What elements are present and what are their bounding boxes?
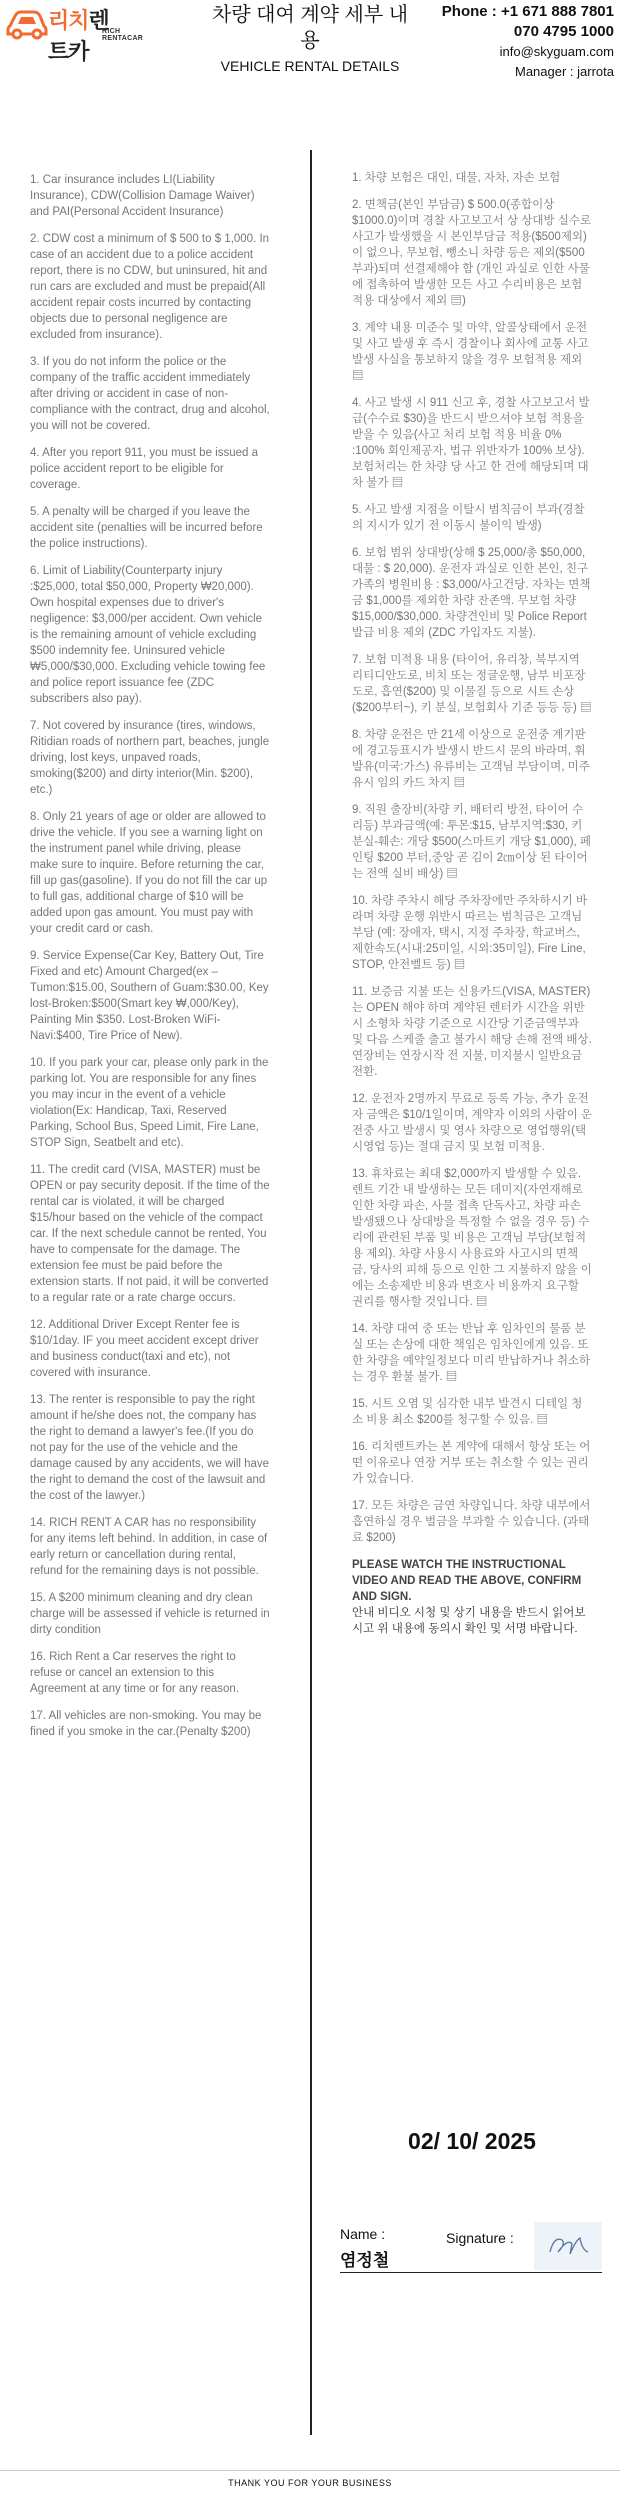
- closing-korean: 안내 비디오 시청 및 상기 내용을 반드시 읽어보시고 위 내용에 동의시 확인 및 서명 바랍니다.: [352, 1607, 586, 1635]
- closing-instructions: [352, 1557, 592, 1637]
- term-ko-12: 12. 운전자 2명까지 무료로 등록 가능, 추가 운전자 금액은 $10/1일이며, 계약자 이외의 사람이 운전중 사고 발생시 및 영사 차량으로 영업행위(택시영업 등)는 절대 금지 및 보험 미적용.: [352, 1093, 592, 1153]
- term-ko-2: 2. 면책금(본인 부담금) $ 500.0(종합이상 $1000.0)이며 경찰 사고보고서 상 상대방 실수로 사고가 발생했을 시 본인부담금 적용($500제외)이 없으나, 무보험, 뺑소니 차량 등은 제외($500 부과)되며 선결제해야 함 (개인 과실로 인한 사물에 접촉하여 발생한 모든 사고 수리비용은 보험적용 대상에서 제외 ▤): [352, 199, 592, 307]
- document-header: [0, 0, 620, 110]
- logo-subtitle: RICH RENTACAR: [102, 28, 144, 42]
- logo-text: 리치렌트카: [48, 8, 109, 64]
- term-ko-7: 7. 보험 미적용 내용 (타이어, 유리창, 북부지역 리티디안도로, 비치 또는 정글운행, 남부 비포장도로, 흡연($200) 및 이물질 등으로 시트 손상 ($200부터~), 키 분실, 보험회사 기준 등등 등) ▤: [352, 654, 592, 714]
- term-en-3: 3. If you do not inform the police or the company of the traffic accident immediately after driving or accident in case of non-compliance with the contract, drug and alcohol, you will not be covered.: [30, 356, 270, 432]
- email-address: info@skyguam.com: [499, 44, 614, 59]
- term-ko-10: 10. 차량 주차시 해당 주차장에만 주차하시기 바라며 차량 운행 위반시 따르는 범칙금은 고객님 부담 (예: 장애자, 택시, 지정 주차장, 학교버스, 제한속도(시내:25미일, 시외:35미일), Fire Line, STOP, 안전벨트 등) ▤: [352, 895, 588, 971]
- term-en-16: 16. Rich Rent a Car reserves the right to refuse or cancel an extension to this Agreement at any time or for any reason.: [30, 1651, 240, 1695]
- signature-box: [534, 2222, 602, 2270]
- term-en-8: 8. Only 21 years of age or older are allowed to drive the vehicle. If you see a warning light on the instrument panel while driving, please make sure to inquire. Before returning the car, fill up gas(gasoline). If you do not fill the car up to full gas, additional charge of $10 will be added upon gas amount. You must pay with your credit card or cash.: [30, 811, 268, 935]
- term-ko-5: 5. 사고 발생 지점을 이탈시 범칙금이 부과(경찰의 지시가 있기 전 이동시 불이익 발생): [352, 504, 585, 532]
- phone-number-secondary: 070 4795 1000: [513, 23, 614, 40]
- term-en-9: 9. Service Expense(Car Key, Battery Out, Tire Fixed and etc) Amount Charged(ex – Tumon:$15.00, Southern of Guam:$30.00, Key lost-Broken:$500(Smart key ₩,000/Key), Painting Min $350. Lost-Broken WiFi-Navi:$400, Tire Price of New).: [30, 950, 269, 1042]
- term-en-13: 13. The renter is responsible to pay the right amount if he/she does not, the company has the right to demand a lawyer's fee.(If you do not pay for the use of the vehicle and the damage caused by any accidents, we will have the right to demand the cost of the lawsuit and the cost of the lawyer.): [30, 1394, 270, 1502]
- term-ko-11: 11. 보증금 지불 또는 신용카드(VISA, MASTER)는 OPEN 해야 하며 계약된 렌터카 시간을 위반시 소형차 차량 기준으로 시간당 기준금액부과 및 다음 스케줄 출고 불가시 해당 손해 전액 배상. 연장비는 연장시작 전 지불, 미지불시 일반요금 전환.: [352, 986, 592, 1078]
- term-en-17: 17. All vehicles are non-smoking. You may be fined if you smoke in the car.(Penalty $200): [30, 1710, 262, 1738]
- term-ko-14: 14. 차량 대여 중 또는 반납 후 임차인의 물품 분실 또는 손상에 대한 책임은 임차인에게 있음. 또한 차량을 예약일정보다 미리 반납하거나 취소하는 경우 환불 불가. ▤: [352, 1323, 591, 1383]
- signing-date: 02/ 10/ 2025: [408, 2128, 536, 2154]
- column-divider: [310, 150, 312, 2435]
- term-ko-3: 3. 계약 내용 미준수 및 마약, 알콜상태에서 운전 및 사고 발생 후 즉시 경찰이나 회사에 교통 사고 발생 사실을 통보하지 않을 경우 보험적용 제외 ▤: [352, 322, 589, 382]
- name-label: Name :: [340, 2226, 386, 2242]
- signature-underline: [340, 2272, 602, 2273]
- renter-name: 염정철: [340, 2251, 390, 2270]
- terms-korean: [352, 170, 592, 1637]
- manager-name: Manager : jarrota: [515, 64, 614, 79]
- title-korean: 차량 대여 계약 세부 내용: [211, 4, 409, 52]
- term-en-4: 4. After you report 911, you must be issued a police accident report to be eligible for coverage.: [30, 447, 259, 491]
- term-ko-1: 1. 차량 보험은 대인, 대물, 자차, 자손 보험: [352, 172, 561, 184]
- footer-thanks: THANK YOU FOR YOUR BUSINESS: [228, 2478, 392, 2488]
- term-ko-6: 6. 보험 범위 상대방(상해 $ 25,000/총 $50,000, 대물 : $ 20,000). 운전자 과실로 인한 본인, 친구 가족의 병원비용 : $3,000/사고건당. 자차는 면책금 $1,000를 제외한 차량 잔존액. 무보험 차량 $15,000/$30,000. 차량견인비 및 Police Report 발급 비용 제외 (ZDC 가입자도 지불).: [352, 547, 591, 639]
- terms-english: [30, 172, 270, 1751]
- term-en-6: 6. Limit of Liability(Counterparty injury :$25,000, total $50,000, Property ₩20,000). Own hospital expenses due to driver's negligence: $3,000/per accident. Own vehicle is the remaining amount of vehicle excluding $500 indemnity fee. Uninsured vehicle ₩5,000/$30,000. Excluding vehicle towing fee and police report issuance fee (ZDC subscribers also pay).: [30, 565, 266, 705]
- term-en-14: 14. RICH RENT A CAR has no responsibility for any items left behind. In addition, in case of early return or cancellation during rental, refund for the remaining days is not possible.: [30, 1517, 268, 1577]
- closing-english: PLEASE WATCH THE INSTRUCTIONAL VIDEO AND READ THE ABOVE, CONFIRM AND SIGN.: [352, 1559, 582, 1603]
- term-ko-16: 16. 리치렌트카는 본 계약에 대해서 항상 또는 어떤 이유로나 연장 거부 또는 취소할 수 있는 권리가 있습니다.: [352, 1441, 591, 1485]
- title-english: VEHICLE RENTAL DETAILS: [220, 58, 400, 74]
- term-en-10: 10. If you park your car, please only park in the parking lot. You are responsible for any fines you may incur in the event of a vehicle violation(Ex: Handicap, Taxi, Reserved Parking, School Bus, Speed Limit, Fire Lane, STOP Sign, Seatbelt and etc).: [30, 1057, 269, 1149]
- term-ko-9: 9. 직원 출장비(차량 키, 배터리 방전, 타이어 수리등) 부과금액(예: 투몬:$15, 남부지역:$30, 키분실-훼손: 개당 $500(스마트키 개당 $1,000), 페인팅 $200 부터,중앙 곧 김이 2㎝이상 된 타이어는 전액 실비 배상) ▤: [352, 804, 592, 880]
- handwritten-signature: [534, 2222, 602, 2270]
- term-ko-17: 17. 모든 차량은 금연 차량입니다. 차량 내부에서 흡연하실 경우 벌금을 부과할 수 있습니다. (과태료 $200): [352, 1500, 591, 1544]
- signature-row: [340, 2222, 602, 2282]
- term-en-15: 15. A $200 minimum cleaning and dry clean charge will be assessed if vehicle is returned in dirty condition: [30, 1592, 270, 1636]
- term-en-5: 5. A penalty will be charged if you leave the accident site (penalties will be incurred before the police instructions).: [30, 506, 263, 550]
- phone-number: Phone : +1 671 888 7801: [441, 3, 614, 20]
- term-ko-13: 13. 휴차료는 최대 $2,000까지 발생할 수 있음. 렌트 기간 내 발생하는 모든 데미지(자연재해로 인한 차량 파손, 사물 접촉 단독사고, 차량 파손 발생됐으나 상대방을 특정할 수 없을 경우 등) 수리에 관련된 부품 및 비용은 고객님 부담(보험적용 제외). 차량 사용시 사용료와 사고시의 면책금, 당사의 피해 등으로 인한 그 지불하지 않을 이에는 소송제반 비용과 변호사 비용까지 요구할 권리를 행사할 것입니다. ▤: [352, 1168, 592, 1308]
- signature-label: Signature :: [446, 2230, 514, 2246]
- company-logo: [6, 4, 144, 64]
- contact-info: [414, 2, 614, 82]
- term-ko-15: 15. 시트 오염 및 심각한 내부 발견시 디테일 청소 비용 최소 $200를 청구할 수 있음. ▤: [352, 1398, 583, 1426]
- term-en-1: 1. Car insurance includes LI(Liability Insurance), CDW(Collision Damage Waiver) and PAI(Personal Accident Insurance): [30, 174, 255, 218]
- car-icon: [6, 6, 48, 40]
- term-en-7: 7. Not covered by insurance (tires, windows, Ritidian roads of northern part, beaches, jungle driving, lost keys, unpaved roads, smoking($200) and dirty interior(Min. $200), etc.): [30, 720, 270, 796]
- term-en-11: 11. The credit card (VISA, MASTER) must be OPEN or pay security deposit. If the time of the rental car is violated, it will be charged $15/hour based on the vehicle of the compact car. If the next schedule cannot be rented, You have to compensate for the damage. The extension fee must be paid before the extension starts. If not paid, it will be converted to a regular rate or a rate charge occurs.: [30, 1164, 270, 1304]
- term-ko-8: 8. 차량 운전은 만 21세 이상으로 운전중 계기판에 경고등표시가 발생시 반드시 문의 바라며, 휘발유(미국:가스) 유류비는 고객님 부담이며, 미주유시 임의 카드 차지 ▤: [352, 729, 590, 789]
- footer-divider: [0, 2470, 620, 2471]
- term-ko-4: 4. 사고 발생 시 911 신고 후, 경찰 사고보고서 발급(수수료 $30)을 반드시 받으셔야 보험 적용을 받을 수 있음(사고 처리 보험 적용 비율 0% :100% 회인제공자, 법규 위반자가 100% 보상). 보험처리는 한 차량 당 사고 한 건에 해당되며 대차 불가 ▤: [352, 397, 590, 489]
- document-title: [210, 2, 410, 75]
- term-en-2: 2. CDW cost a minimum of $ 500 to $ 1,000. In case of an accident due to a police accident report, there is no CDW, but uninsured, hit and run cars are excluded and must be prepaid(All accident repair costs incurred by contacting objects due to personal negligence are excluded from insurance).: [30, 233, 270, 341]
- term-en-12: 12. Additional Driver Except Renter fee is $10/1day. IF you meet accident except driver and business conduct(taxi and etc), not covered with insurance.: [30, 1319, 259, 1379]
